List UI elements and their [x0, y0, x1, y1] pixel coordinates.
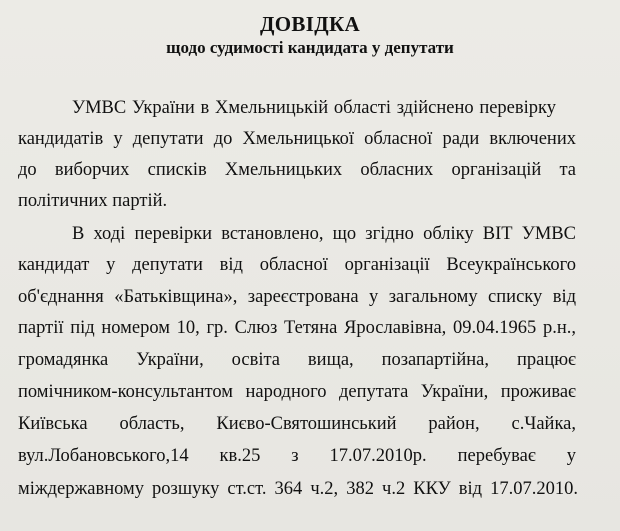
document-title: ДОВІДКА [260, 12, 360, 36]
paragraph-2-line-6: помічником-консультантом народного депутата України, проживає [18, 382, 576, 402]
paragraph-2-line-9: міждержавному розшуку ст.ст. 364 ч.2, 382 ч.2 ККУ від 17.07.2010. [18, 479, 578, 499]
paragraph-2-line-7: Київська область, Києво-Святошинський район, с.Чайка, [18, 414, 576, 434]
document-subtitle: щодо судимості кандидата у депутати [166, 38, 454, 57]
paragraph-1-line-2: кандидатів у депутати до Хмельницької обласної ради включених [18, 129, 576, 149]
paragraph-2-line-4: партії під номером 10, гр. Слюз Тетяна Ярославівна, 09.04.1965 р.н., [18, 318, 576, 338]
paragraph-1-line-1: УМВС України в Хмельницькій області здійснено перевірку [72, 98, 556, 118]
paragraph-2-line-5: громадянка України, освіта вища, позапартійна, працює [18, 350, 576, 370]
paragraph-1-line-4: політичних партій. [18, 191, 168, 211]
paragraph-2-line-3: об'єднання «Батьківщина», зареєстрована у загальному списку від [18, 287, 576, 307]
paragraph-2-line-2: кандидат у депутати від обласної організації Всеукраїнського [18, 255, 576, 275]
paragraph-1-line-3: до виборчих списків Хмельницьких обласних організацій та [18, 160, 576, 180]
paragraph-2-line-8: вул.Лобановського,14 кв.25 з 17.07.2010р. перебуває у [18, 446, 576, 466]
paragraph-2-line-1: В ході перевірки встановлено, що згідно обліку ВІТ УМВС [72, 224, 576, 244]
